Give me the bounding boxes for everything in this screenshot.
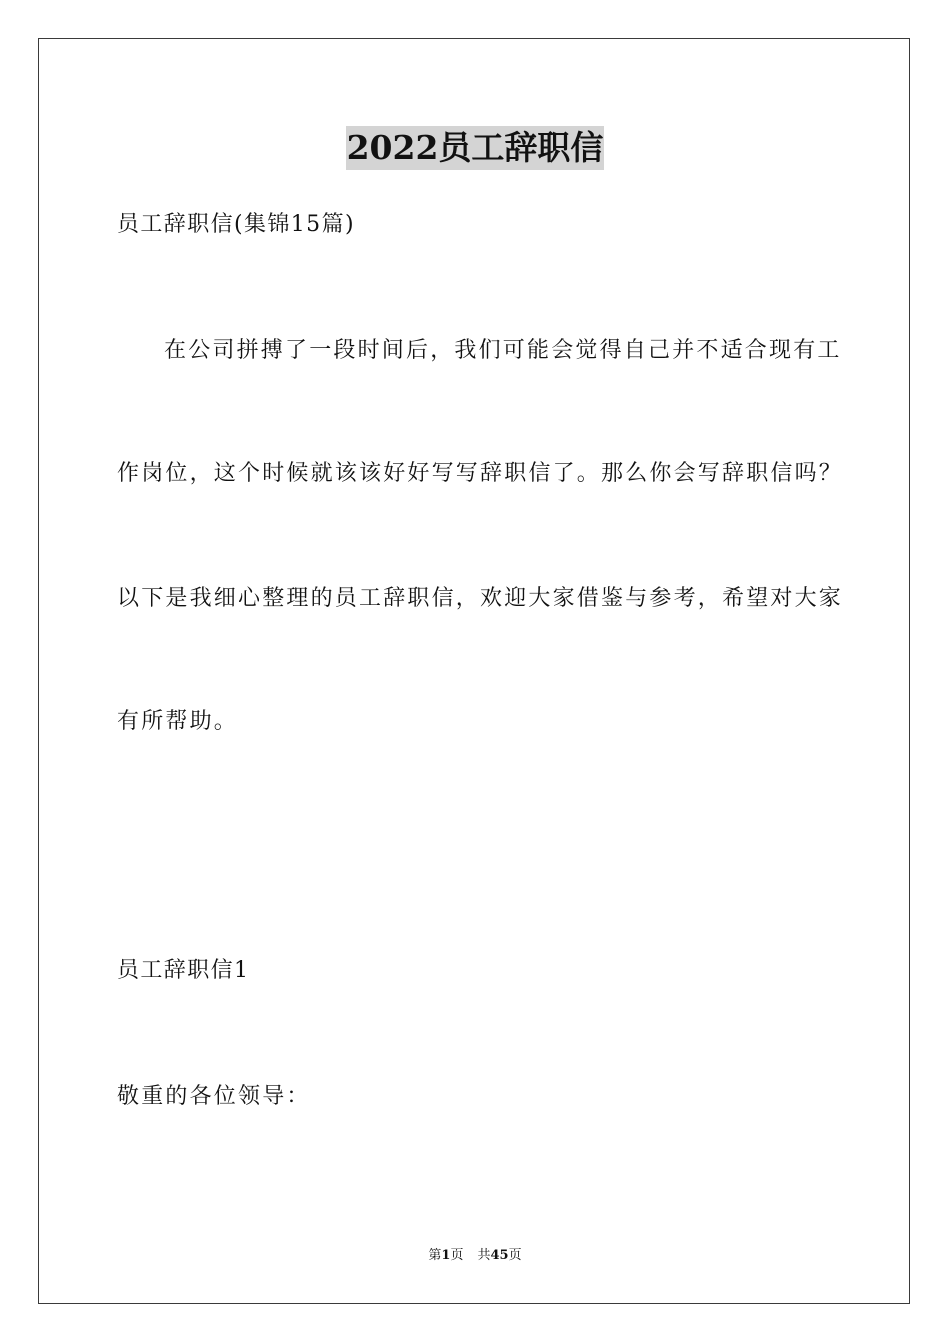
total-prefix: 共 — [477, 1248, 491, 1263]
paragraph-line: 以下是我细心整理的员工辞职信，欢迎大家借鉴与参考，希望对大家 — [117, 586, 844, 611]
total-suffix: 页 — [508, 1248, 522, 1263]
total-pages: 45 — [490, 1248, 509, 1263]
document-subtitle: 员工辞职信(集锦15篇) — [117, 212, 355, 237]
page-suffix: 页 — [450, 1248, 464, 1263]
title-container — [0, 126, 950, 170]
page-footer — [0, 1247, 950, 1265]
paragraph-line: 在公司拼搏了一段时间后，我们可能会觉得自己并不适合现有工 — [164, 338, 842, 363]
paragraph-line: 作岗位，这个时候就该该好好写写辞职信了。那么你会写辞职信吗？ — [117, 461, 844, 486]
page-number: 1 — [441, 1248, 451, 1263]
paragraph-line: 有所帮助。 — [117, 709, 239, 734]
page-prefix: 第 — [428, 1248, 442, 1263]
section-heading: 员工辞职信1 — [117, 958, 250, 983]
document-title: 2022员工辞职信 — [346, 126, 605, 170]
letter-greeting: 敬重的各位领导： — [117, 1084, 311, 1109]
